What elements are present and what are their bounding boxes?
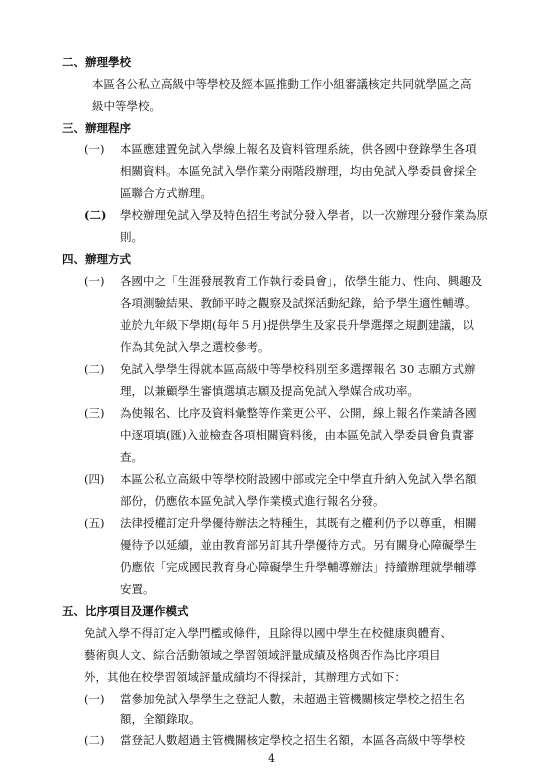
item-line: 則。 (120, 230, 143, 244)
paragraph-line: 本區各公私立高級中等學校及經本區推動工作小組審議核定共同就學區之高 (92, 77, 472, 91)
item-line: 部份，仍應依本區免試入學作業模式進行報名分發。 (120, 494, 385, 508)
item-line: 仍應依「完成國民教育身心障礙學生升學輔導辦法」持續辦理就學輔導 (120, 560, 477, 574)
page-number: 4 (268, 752, 275, 765)
item-line: 為使報名、比序及資料彙整等作業更公平、公開，線上報名作業請各國 (120, 406, 477, 420)
item-marker: (一) (84, 692, 105, 706)
paragraph-line: 外，其他在校學習領域評量成績均不得採計，其辦理方式如下： (84, 670, 406, 684)
item-line: 中逐項填(匯)入並檢查各項相關資料後，由本區免試入學委員會負責審 (120, 428, 474, 442)
item-line: 法律授權訂定升學優待辦法之特種生，其既有之權利仍予以尊重，相關 (120, 516, 477, 530)
item-marker: (一) (84, 274, 105, 288)
item-line: 本區公私立高級中等學校附設國中部或完全中學直升納入免試入學名額 (120, 472, 477, 486)
section-heading: 三、辦理程序 (62, 121, 131, 135)
item-line: 免試入學學生得就本區高級中等學校科別至多選擇報名 30 志願方式辦 (120, 362, 476, 376)
item-marker: (三) (84, 406, 105, 420)
item-line: 當參加免試入學學生之登記人數，未超過主管機關核定學校之招生名 (120, 692, 465, 706)
item-line: 查。 (120, 450, 143, 464)
item-line: 理，以兼顧學生審慎選填志願及提高免試入學媒合成功率。 (120, 384, 419, 398)
item-line: 並於九年級下學期(每年５月)提供學生及家長升學選擇之規劃建議，以 (120, 318, 474, 332)
item-line: 優待予以延續，並由教育部另訂其升學優待方式。另有關身心障礙學生 (120, 538, 477, 552)
item-marker: (五) (84, 516, 105, 530)
item-line: 安置。 (120, 582, 155, 596)
item-line: 各項測驗結果、教師平時之觀察及試探活動紀錄，給予學生適性輔導。 (120, 296, 477, 310)
item-marker: (二) (84, 208, 107, 222)
item-line: 區聯合方式辦理。 (120, 186, 212, 200)
item-line: 各國中之「生涯發展教育工作執行委員會」，依學生能力、性向、興趣及 (120, 274, 483, 288)
section-heading: 二、辦理學校 (62, 55, 131, 69)
item-line: 本區應建置免試入學線上報名及資料管理系統，供各國中登錄學生各項 (120, 142, 477, 156)
item-marker: (四) (84, 472, 105, 486)
item-marker: (二) (84, 362, 105, 376)
section-heading: 四、辦理方式 (62, 252, 131, 266)
item-line: 作為其免試入學之選校參考。 (120, 340, 270, 354)
item-line: 額，全額錄取。 (120, 712, 201, 726)
item-marker: (一) (84, 142, 105, 156)
paragraph-line: 藝術與人文、綜合活動領域之學習領域評量成績及格與否作為比序項目 (84, 648, 441, 662)
section-heading: 五、比序項目及運作模式 (62, 604, 189, 618)
item-line: 相關資料。本區免試入學作業分兩階段辦理，均由免試入學委員會採全 (120, 164, 477, 178)
paragraph-line: 級中等學校。 (92, 99, 161, 113)
item-line: 當登記人數超過主管機關核定學校之招生名額，本區各高級中等學校 (120, 733, 465, 747)
paragraph-line: 免試入學不得訂定入學門檻或條件，且除得以國中學生在校健康與體育、 (84, 626, 452, 640)
item-marker: (二) (84, 733, 105, 747)
item-line: 學校辦理免試入學及特色招生考試分發入學者，以一次辦理分發作業為原 (120, 208, 488, 222)
